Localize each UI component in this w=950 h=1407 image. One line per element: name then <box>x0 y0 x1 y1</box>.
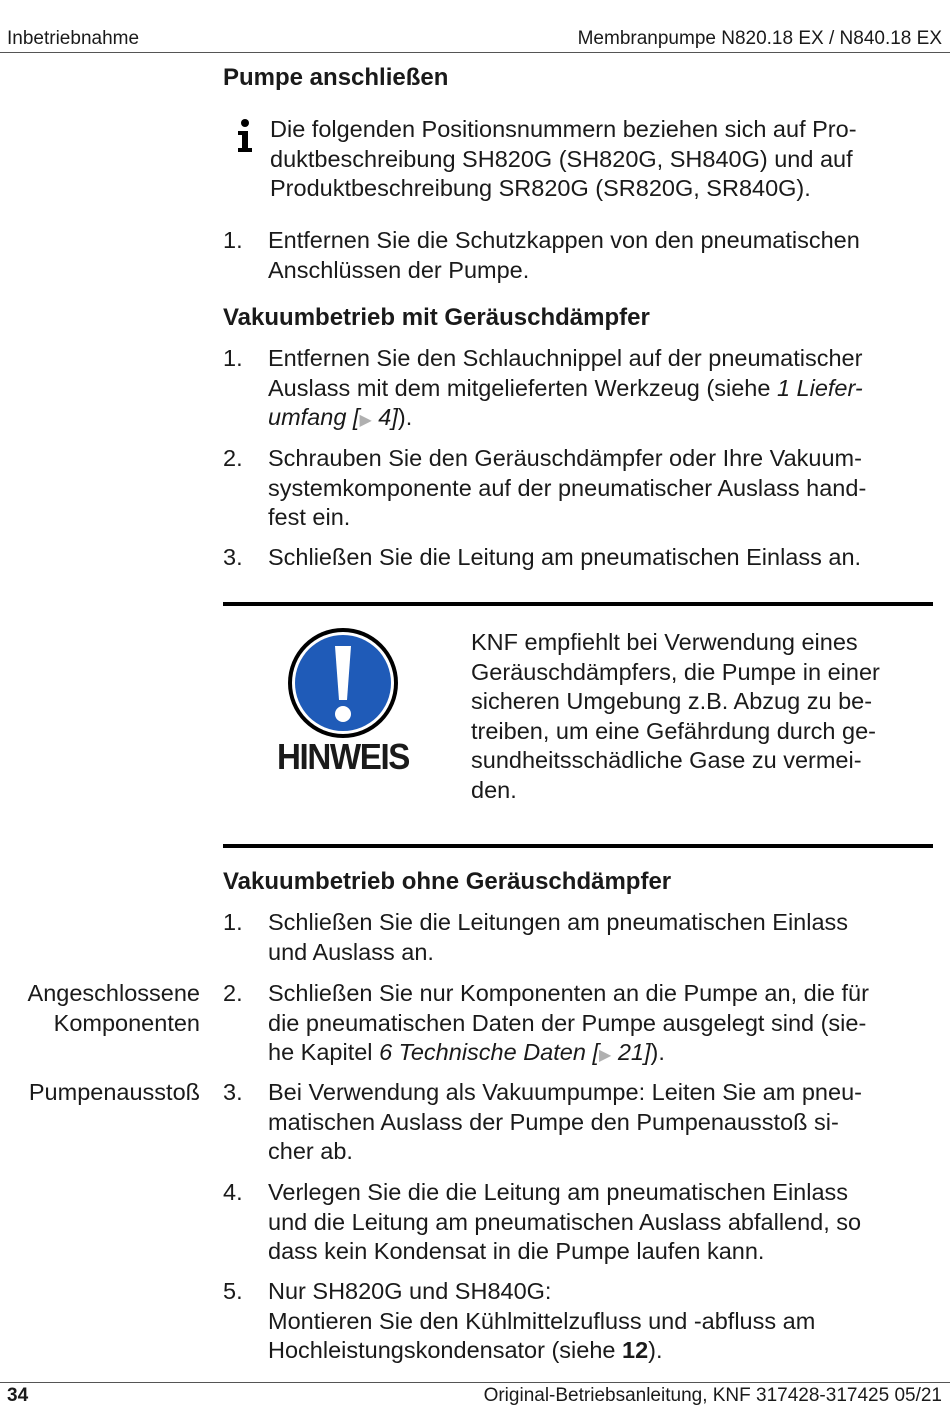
step-text-line: Entfernen Sie den Schlauchnippel auf der pneumatischer <box>268 345 863 371</box>
warning-exclamation-icon <box>286 626 400 740</box>
info-note-line: Produktbeschreibung SR820G (SR820G, SR840G). <box>270 175 811 201</box>
step-text-line: Schließen Sie die Leitungen am pneumatischen Einlass <box>268 909 849 935</box>
section-title-pumpe-anschliessen: Pumpe anschließen <box>223 64 449 91</box>
step-number: 4. <box>223 1179 243 1205</box>
margin-note-line: Angeschlossene <box>27 980 200 1006</box>
info-note-line: duktbeschreibung SH820G (SH820G, SH840G) und auf <box>270 145 853 172</box>
step-text-line: Schließen Sie nur Komponenten an die Pumpe an, die für <box>268 980 869 1006</box>
page-reference[interactable]: 21] <box>611 1039 651 1065</box>
step-text: ). <box>397 404 413 430</box>
notice-text-line: den. <box>471 776 517 803</box>
info-note-line: Die folgenden Positionsnummern beziehen sich auf Pro- <box>270 116 857 142</box>
step-text-line: fest ein. <box>268 504 351 530</box>
margin-note-line: Komponenten <box>53 1009 200 1036</box>
step-text-line: Montieren Sie den Kühlmittelzufluss und -abfluss am <box>268 1307 816 1334</box>
header-rule <box>0 52 950 53</box>
step-text: he Kapitel <box>268 1039 380 1065</box>
footer-rule <box>0 1382 950 1383</box>
step-text-line: Entfernen Sie die Schutzkappen von den pneumatischen <box>268 227 860 253</box>
notice-top-rule <box>223 602 933 606</box>
step-text: ). <box>650 1039 665 1065</box>
notice-text-line: treiben, um eine Gefährdung durch ge- <box>471 717 876 744</box>
step-text-line: Schließen Sie die Leitung am pneumatischen Einlass an. <box>268 544 862 570</box>
section-title-vakuum-ohne-daempfer: Vakuumbetrieb ohne Geräuschdämpfer <box>223 868 672 895</box>
cross-reference-link[interactable]: umfang [ <box>268 404 360 430</box>
step-text-line: matischen Auslass der Pumpe den Pumpenausstoß si- <box>268 1108 839 1135</box>
step-number: 2. <box>223 980 243 1006</box>
step-text: Hochleistungskondensator (siehe <box>268 1337 623 1363</box>
step-number: 1. <box>223 345 243 371</box>
info-note <box>270 115 940 204</box>
notice-text-line: KNF empfiehlt bei Verwendung eines <box>471 629 858 655</box>
header-chapter: Inbetriebnahme <box>7 28 140 49</box>
step-number: 5. <box>223 1278 243 1304</box>
step-text-line <box>268 374 948 404</box>
page-arrow-icon: ▶ <box>598 1047 612 1064</box>
step-text: ). <box>648 1337 663 1363</box>
step-text: Auslass mit dem mitgelieferten Werkzeug (siehe <box>268 374 777 401</box>
margin-note-components <box>28 979 200 1038</box>
notice-bottom-rule <box>223 844 933 848</box>
page-arrow-icon: ▶ <box>359 412 372 429</box>
info-icon <box>232 118 260 154</box>
step-text-line: dass kein Kondensat in die Pumpe laufen kann. <box>268 1238 765 1264</box>
section-title-vakuum-mit-daempfer: Vakuumbetrieb mit Geräuschdämpfer <box>223 304 650 331</box>
step-text-line: Schrauben Sie den Geräuschdämpfer oder Ihre Vakuum- <box>268 445 862 471</box>
step-number: 3. <box>223 1079 243 1105</box>
step-number: 3. <box>223 544 243 570</box>
step-text-line <box>268 1038 948 1071</box>
page-number: 34 <box>7 1385 29 1406</box>
step-text-line: und Auslass an. <box>268 938 434 965</box>
step-number: 1. <box>223 227 243 253</box>
notice-text-line: Geräuschdämpfers, die Pumpe in einer <box>471 658 880 685</box>
cross-reference-link[interactable]: 6 Technische Daten [ <box>379 1039 599 1065</box>
page-reference[interactable]: 4] <box>371 404 398 430</box>
step-number: 2. <box>223 445 243 471</box>
step-text-line <box>268 1336 948 1366</box>
step-text-line: und die Leitung am pneumatischen Auslass abfallend, so <box>268 1208 862 1235</box>
margin-note-pump-exhaust: Pumpenausstoß <box>28 1079 200 1105</box>
notice-text-line: sundheitsschädliche Gase zu vermei- <box>471 747 862 773</box>
footer-document-info: Original-Betriebsanleitung, KNF 317428-317425 05/21 <box>483 1385 942 1406</box>
step-text-line: Nur SH820G und SH840G: <box>268 1278 552 1304</box>
step-text-line <box>268 403 948 436</box>
step-text-line: Bei Verwendung als Vakuumpumpe: Leiten Sie am pneu- <box>268 1079 862 1105</box>
step-text-line: die pneumatischen Daten der Pumpe ausgelegt sind (sie- <box>268 1009 867 1036</box>
notice-text-line: sicheren Umgebung z.B. Abzug zu be- <box>471 688 873 714</box>
notice-label: HINWEIS <box>276 736 410 777</box>
cross-reference-link[interactable]: 1 Liefer- <box>776 374 863 401</box>
step-text-line: cher ab. <box>268 1138 353 1164</box>
step-text-line: Verlegen Sie die die Leitung am pneumatischen Einlass <box>268 1179 849 1205</box>
step-text-line: Anschlüssen der Pumpe. <box>268 256 530 283</box>
figure-reference[interactable]: 12 <box>622 1337 649 1363</box>
step-number: 1. <box>223 909 243 935</box>
step-text-line: systemkomponente auf der pneumatischer Auslass hand- <box>268 474 867 501</box>
header-document-title: Membranpumpe N820.18 EX / N840.18 EX <box>577 28 942 49</box>
notice-text <box>471 628 931 805</box>
